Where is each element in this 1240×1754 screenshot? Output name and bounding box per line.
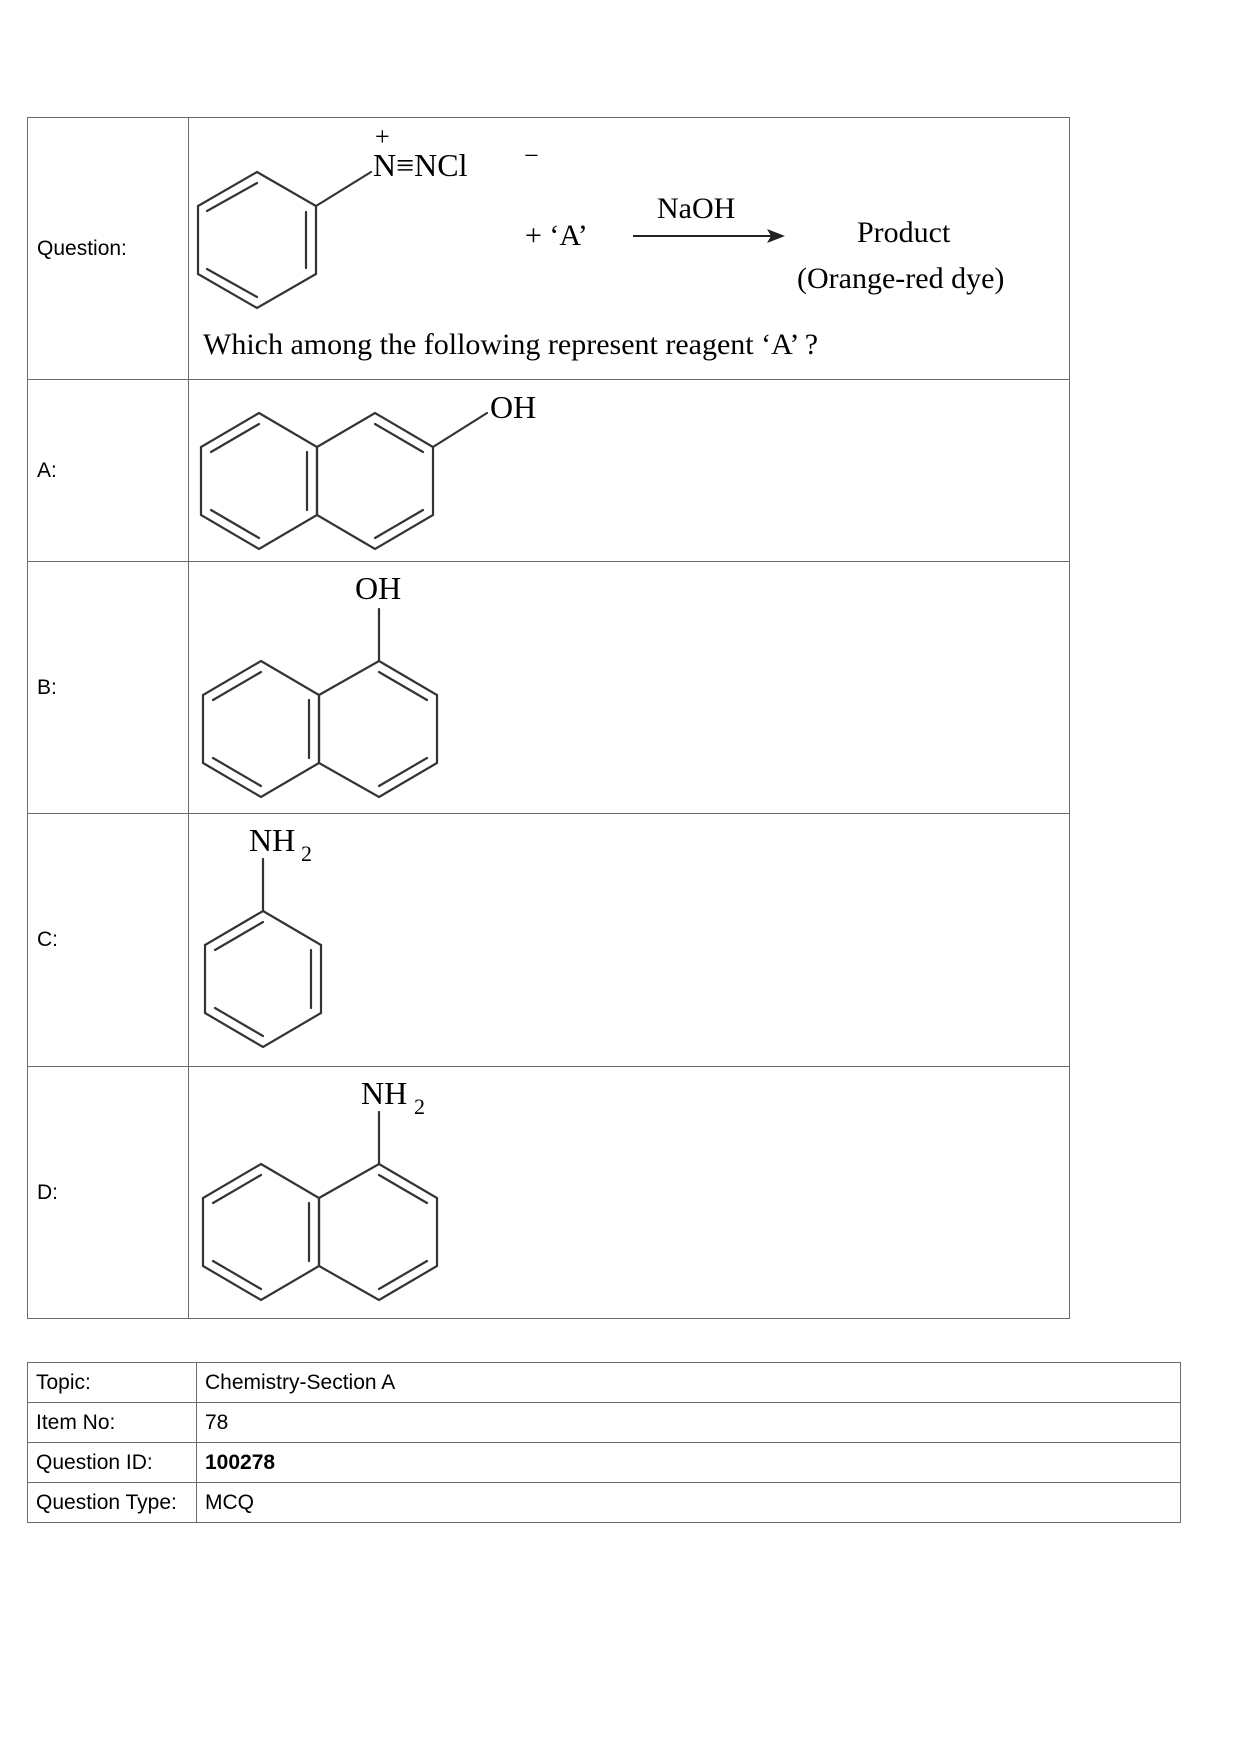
option-b-group: OH — [355, 569, 402, 606]
question-id-label: Question ID: — [28, 1443, 197, 1483]
diazonium-group: N≡NCl — [373, 146, 468, 183]
item-row — [28, 1403, 1181, 1443]
plus-reagent-a: + ‘A’ — [525, 218, 588, 252]
naphthalene-2-ol-structure — [201, 413, 487, 549]
naphthalen-1-amine-structure — [203, 1112, 437, 1300]
product-note: (Orange-red dye) — [797, 261, 1005, 295]
option-row-a — [28, 380, 1070, 562]
option-c-content — [189, 814, 1070, 1067]
topic-row — [28, 1363, 1181, 1403]
option-row-d — [28, 1067, 1070, 1319]
question-content — [189, 118, 1070, 380]
option-d-structure — [189, 1068, 1069, 1318]
option-row-b — [28, 562, 1070, 814]
option-row-c — [28, 814, 1070, 1067]
option-d-content — [189, 1067, 1070, 1319]
condition-naoh: NaOH — [657, 191, 736, 225]
option-c-group: NH — [249, 822, 296, 858]
question-table — [27, 117, 1070, 1319]
question-type-value: MCQ — [197, 1483, 1181, 1523]
item-value: 78 — [197, 1403, 1181, 1443]
option-c-structure — [189, 815, 1069, 1065]
metadata-table — [27, 1362, 1181, 1523]
question-text: Which among the following represent reagent ‘A’ ? — [203, 327, 819, 361]
option-b-label: B: — [28, 562, 189, 814]
option-a-group: OH — [490, 388, 537, 425]
naphthalene-1-ol-structure — [203, 609, 437, 797]
option-b-content — [189, 562, 1070, 814]
option-d-subscript: 2 — [414, 1093, 425, 1119]
option-a-label: A: — [28, 380, 189, 562]
question-type-row — [28, 1483, 1181, 1523]
plus-charge: + — [375, 121, 390, 151]
option-c-subscript: 2 — [301, 841, 312, 866]
option-d-label: D: — [28, 1067, 189, 1319]
question-label: Question: — [28, 118, 189, 380]
reaction-scheme — [189, 120, 1069, 378]
topic-label: Topic: — [28, 1363, 197, 1403]
question-row — [28, 118, 1070, 380]
product-label: Product — [857, 215, 951, 249]
aniline-structure — [205, 859, 321, 1047]
minus-charge: − — [524, 140, 539, 170]
option-a-content — [189, 380, 1070, 562]
question-id-value: 100278 — [197, 1443, 1181, 1483]
question-type-label: Question Type: — [28, 1483, 197, 1523]
benzenediazonium-structure — [198, 172, 371, 308]
option-d-group: NH — [361, 1074, 408, 1111]
option-a-structure — [189, 381, 1069, 561]
option-c-label: C: — [28, 814, 189, 1067]
reaction-arrow — [633, 229, 785, 243]
question-id-row — [28, 1443, 1181, 1483]
item-label: Item No: — [28, 1403, 197, 1443]
option-b-structure — [189, 563, 1069, 813]
topic-value: Chemistry-Section A — [197, 1363, 1181, 1403]
